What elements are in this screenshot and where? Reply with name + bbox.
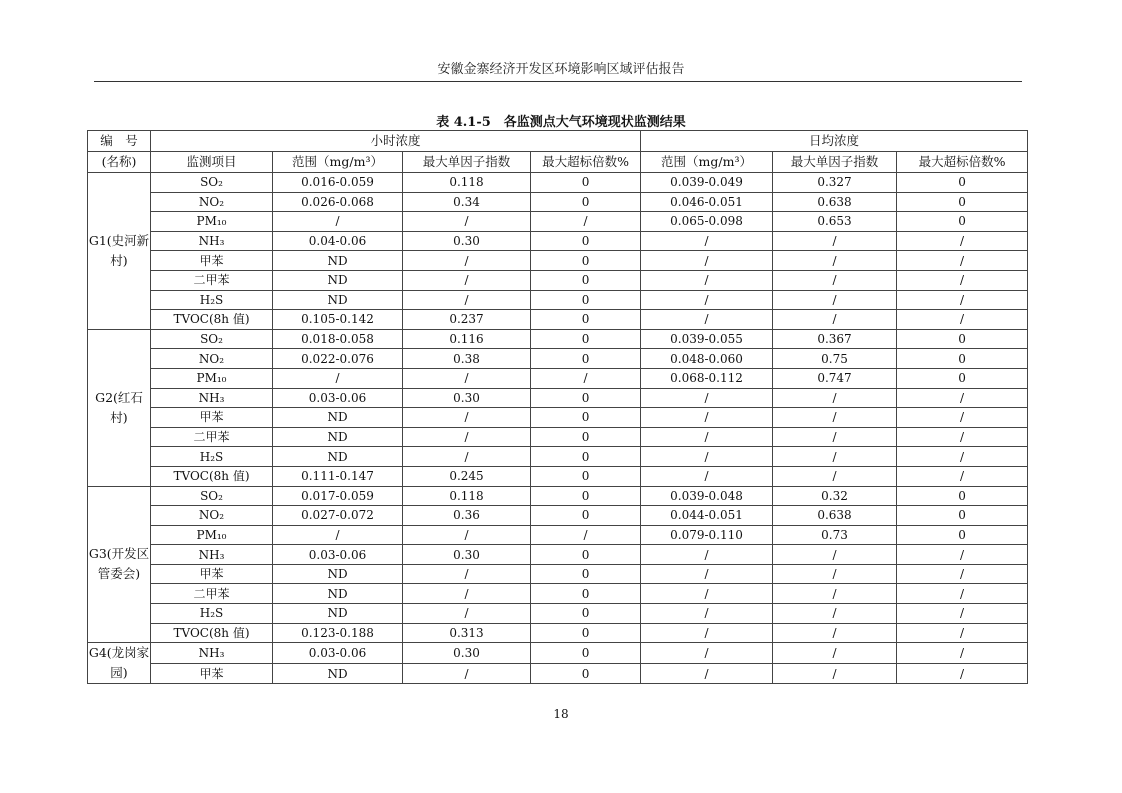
daily-range-cell: / bbox=[641, 310, 773, 330]
daily-max-exceed-cell: 0 bbox=[897, 329, 1028, 349]
daily-max-exceed-cell: 0 bbox=[897, 173, 1028, 193]
daily-max-index-cell: 0.747 bbox=[773, 368, 897, 388]
daily-max-exceed-cell: / bbox=[897, 623, 1028, 643]
table-header-row-1 bbox=[88, 131, 1028, 152]
hourly-max-index-cell: / bbox=[403, 564, 531, 584]
table-row bbox=[88, 290, 1028, 310]
monitoring-item-cell: 二甲苯 bbox=[151, 427, 273, 447]
table-row bbox=[88, 623, 1028, 643]
header-hourly: 小时浓度 bbox=[151, 131, 641, 152]
daily-range-cell: 0.039-0.055 bbox=[641, 329, 773, 349]
monitoring-item-cell: 二甲苯 bbox=[151, 584, 273, 604]
daily-range-cell: / bbox=[641, 427, 773, 447]
hourly-max-index-cell: 0.34 bbox=[403, 192, 531, 212]
hourly-max-exceed-cell: / bbox=[531, 368, 641, 388]
daily-max-exceed-cell: / bbox=[897, 663, 1028, 684]
daily-range-cell: / bbox=[641, 564, 773, 584]
site-name: G4(龙岗家园) bbox=[88, 643, 151, 684]
hourly-range-cell: 0.105-0.142 bbox=[273, 310, 403, 330]
hourly-range-cell: ND bbox=[273, 251, 403, 271]
hourly-max-exceed-cell: 0 bbox=[531, 447, 641, 467]
daily-range-cell: / bbox=[641, 270, 773, 290]
monitoring-item-cell: SO₂ bbox=[151, 329, 273, 349]
monitoring-item-cell: NO₂ bbox=[151, 349, 273, 369]
daily-max-index-cell: / bbox=[773, 623, 897, 643]
daily-max-index-cell: 0.638 bbox=[773, 192, 897, 212]
table-row bbox=[88, 212, 1028, 232]
site-name: G1(史河新村) bbox=[88, 173, 151, 330]
header-daily-index: 最大单因子指数 bbox=[773, 152, 897, 173]
hourly-range-cell: 0.016-0.059 bbox=[273, 173, 403, 193]
table-row bbox=[88, 604, 1028, 624]
daily-max-index-cell: / bbox=[773, 388, 897, 408]
hourly-max-index-cell: 0.118 bbox=[403, 173, 531, 193]
hourly-max-index-cell: / bbox=[403, 408, 531, 428]
hourly-max-exceed-cell: 0 bbox=[531, 270, 641, 290]
table-row bbox=[88, 525, 1028, 545]
daily-max-exceed-cell: 0 bbox=[897, 212, 1028, 232]
daily-max-exceed-cell: / bbox=[897, 270, 1028, 290]
site-name: G3(开发区管委会) bbox=[88, 486, 151, 643]
hourly-max-exceed-cell: / bbox=[531, 212, 641, 232]
hourly-range-cell: ND bbox=[273, 408, 403, 428]
daily-max-exceed-cell: / bbox=[897, 290, 1028, 310]
daily-max-exceed-cell: / bbox=[897, 251, 1028, 271]
daily-range-cell: 0.039-0.048 bbox=[641, 486, 773, 506]
hourly-range-cell: ND bbox=[273, 427, 403, 447]
hourly-max-exceed-cell: / bbox=[531, 525, 641, 545]
header-daily-exceed: 最大超标倍数% bbox=[897, 152, 1028, 173]
daily-range-cell: / bbox=[641, 290, 773, 310]
hourly-range-cell: ND bbox=[273, 270, 403, 290]
hourly-max-exceed-cell: 0 bbox=[531, 310, 641, 330]
header-divider bbox=[94, 81, 1022, 82]
hourly-max-index-cell: / bbox=[403, 663, 531, 684]
hourly-max-exceed-cell: 0 bbox=[531, 251, 641, 271]
daily-max-index-cell: / bbox=[773, 231, 897, 251]
monitoring-item-cell: 甲苯 bbox=[151, 408, 273, 428]
hourly-range-cell: 0.03-0.06 bbox=[273, 388, 403, 408]
hourly-max-index-cell: 0.313 bbox=[403, 623, 531, 643]
daily-range-cell: 0.044-0.051 bbox=[641, 506, 773, 526]
daily-max-index-cell: / bbox=[773, 584, 897, 604]
monitoring-item-cell: PM₁₀ bbox=[151, 525, 273, 545]
hourly-range-cell: ND bbox=[273, 604, 403, 624]
daily-max-exceed-cell: 0 bbox=[897, 368, 1028, 388]
daily-range-cell: / bbox=[641, 231, 773, 251]
monitoring-item-cell: H₂S bbox=[151, 604, 273, 624]
hourly-range-cell: ND bbox=[273, 564, 403, 584]
monitoring-item-cell: NO₂ bbox=[151, 192, 273, 212]
table-row bbox=[88, 192, 1028, 212]
daily-max-index-cell: / bbox=[773, 604, 897, 624]
daily-max-exceed-cell: / bbox=[897, 447, 1028, 467]
daily-max-index-cell: / bbox=[773, 564, 897, 584]
daily-max-index-cell: 0.73 bbox=[773, 525, 897, 545]
monitoring-item-cell: 甲苯 bbox=[151, 564, 273, 584]
monitoring-item-cell: 甲苯 bbox=[151, 663, 273, 684]
monitoring-item-cell: TVOC(8h 值) bbox=[151, 466, 273, 486]
hourly-max-index-cell: 0.30 bbox=[403, 643, 531, 664]
daily-max-index-cell: / bbox=[773, 290, 897, 310]
hourly-range-cell: 0.018-0.058 bbox=[273, 329, 403, 349]
monitoring-item-cell: TVOC(8h 值) bbox=[151, 623, 273, 643]
daily-range-cell: 0.039-0.049 bbox=[641, 173, 773, 193]
hourly-max-index-cell: 0.36 bbox=[403, 506, 531, 526]
header-hourly-exceed: 最大超标倍数% bbox=[531, 152, 641, 173]
hourly-max-exceed-cell: 0 bbox=[531, 466, 641, 486]
hourly-range-cell: ND bbox=[273, 584, 403, 604]
daily-range-cell: / bbox=[641, 388, 773, 408]
table-row bbox=[88, 427, 1028, 447]
table-row bbox=[88, 251, 1028, 271]
daily-max-index-cell: / bbox=[773, 270, 897, 290]
daily-range-cell: 0.068-0.112 bbox=[641, 368, 773, 388]
daily-range-cell: 0.048-0.060 bbox=[641, 349, 773, 369]
monitoring-item-cell: NH₃ bbox=[151, 545, 273, 565]
hourly-max-exceed-cell: 0 bbox=[531, 329, 641, 349]
header-daily-range: 范围（mg/m³） bbox=[641, 152, 773, 173]
table-row bbox=[88, 329, 1028, 349]
hourly-range-cell: / bbox=[273, 212, 403, 232]
daily-range-cell: / bbox=[641, 466, 773, 486]
monitoring-item-cell: H₂S bbox=[151, 290, 273, 310]
header-code: 编 号 bbox=[88, 131, 151, 152]
daily-max-exceed-cell: / bbox=[897, 427, 1028, 447]
daily-max-index-cell: / bbox=[773, 251, 897, 271]
table-row bbox=[88, 231, 1028, 251]
hourly-range-cell: 0.026-0.068 bbox=[273, 192, 403, 212]
hourly-max-exceed-cell: 0 bbox=[531, 427, 641, 447]
hourly-max-exceed-cell: 0 bbox=[531, 584, 641, 604]
hourly-max-exceed-cell: 0 bbox=[531, 643, 641, 664]
daily-max-exceed-cell: 0 bbox=[897, 349, 1028, 369]
hourly-max-index-cell: 0.30 bbox=[403, 388, 531, 408]
daily-max-exceed-cell: / bbox=[897, 643, 1028, 664]
table-row bbox=[88, 349, 1028, 369]
table-row bbox=[88, 447, 1028, 467]
hourly-max-index-cell: / bbox=[403, 270, 531, 290]
daily-max-index-cell: / bbox=[773, 545, 897, 565]
hourly-max-index-cell: / bbox=[403, 212, 531, 232]
daily-max-index-cell: / bbox=[773, 310, 897, 330]
hourly-max-index-cell: 0.118 bbox=[403, 486, 531, 506]
daily-range-cell: / bbox=[641, 663, 773, 684]
header-item: 监测项目 bbox=[151, 152, 273, 173]
daily-range-cell: 0.079-0.110 bbox=[641, 525, 773, 545]
hourly-max-index-cell: 0.245 bbox=[403, 466, 531, 486]
hourly-max-index-cell: / bbox=[403, 427, 531, 447]
daily-max-exceed-cell: 0 bbox=[897, 192, 1028, 212]
hourly-max-exceed-cell: 0 bbox=[531, 545, 641, 565]
hourly-max-index-cell: / bbox=[403, 251, 531, 271]
hourly-range-cell: ND bbox=[273, 290, 403, 310]
table-row bbox=[88, 564, 1028, 584]
header-hourly-range: 范围（mg/m³） bbox=[273, 152, 403, 173]
hourly-max-index-cell: / bbox=[403, 604, 531, 624]
daily-max-index-cell: 0.75 bbox=[773, 349, 897, 369]
monitoring-item-cell: 甲苯 bbox=[151, 251, 273, 271]
daily-range-cell: / bbox=[641, 545, 773, 565]
hourly-max-exceed-cell: 0 bbox=[531, 486, 641, 506]
hourly-max-exceed-cell: 0 bbox=[531, 623, 641, 643]
monitoring-item-cell: TVOC(8h 值) bbox=[151, 310, 273, 330]
hourly-range-cell: 0.03-0.06 bbox=[273, 643, 403, 664]
hourly-max-index-cell: / bbox=[403, 290, 531, 310]
daily-max-index-cell: 0.327 bbox=[773, 173, 897, 193]
table-row bbox=[88, 173, 1028, 193]
page-number: 18 bbox=[553, 707, 569, 721]
daily-range-cell: 0.065-0.098 bbox=[641, 212, 773, 232]
table-row bbox=[88, 584, 1028, 604]
daily-max-exceed-cell: / bbox=[897, 408, 1028, 428]
monitoring-item-cell: H₂S bbox=[151, 447, 273, 467]
monitoring-item-cell: NH₃ bbox=[151, 643, 273, 664]
monitoring-item-cell: SO₂ bbox=[151, 173, 273, 193]
daily-max-index-cell: / bbox=[773, 643, 897, 664]
hourly-max-index-cell: / bbox=[403, 368, 531, 388]
hourly-range-cell: 0.111-0.147 bbox=[273, 466, 403, 486]
table-row bbox=[88, 545, 1028, 565]
hourly-max-exceed-cell: 0 bbox=[531, 349, 641, 369]
daily-max-exceed-cell: / bbox=[897, 231, 1028, 251]
daily-range-cell: / bbox=[641, 623, 773, 643]
table-row bbox=[88, 663, 1028, 684]
daily-max-exceed-cell: / bbox=[897, 545, 1028, 565]
hourly-range-cell: 0.027-0.072 bbox=[273, 506, 403, 526]
hourly-max-exceed-cell: 0 bbox=[531, 604, 641, 624]
monitoring-item-cell: 二甲苯 bbox=[151, 270, 273, 290]
hourly-max-index-cell: 0.237 bbox=[403, 310, 531, 330]
daily-max-exceed-cell: / bbox=[897, 310, 1028, 330]
daily-range-cell: / bbox=[641, 251, 773, 271]
daily-max-index-cell: 0.32 bbox=[773, 486, 897, 506]
hourly-range-cell: ND bbox=[273, 663, 403, 684]
hourly-max-index-cell: / bbox=[403, 584, 531, 604]
daily-max-index-cell: 0.367 bbox=[773, 329, 897, 349]
daily-max-exceed-cell: 0 bbox=[897, 506, 1028, 526]
daily-range-cell: / bbox=[641, 584, 773, 604]
table-header-row-2 bbox=[88, 152, 1028, 173]
daily-range-cell: 0.046-0.051 bbox=[641, 192, 773, 212]
document-header-title: 安徽金寨经济开发区环境影响区域评估报告 bbox=[437, 62, 685, 77]
monitoring-item-cell: PM₁₀ bbox=[151, 368, 273, 388]
table-row bbox=[88, 310, 1028, 330]
daily-max-exceed-cell: / bbox=[897, 604, 1028, 624]
hourly-range-cell: ND bbox=[273, 447, 403, 467]
daily-max-index-cell: / bbox=[773, 466, 897, 486]
table-row bbox=[88, 270, 1028, 290]
hourly-max-exceed-cell: 0 bbox=[531, 231, 641, 251]
hourly-range-cell: 0.04-0.06 bbox=[273, 231, 403, 251]
hourly-range-cell: 0.017-0.059 bbox=[273, 486, 403, 506]
daily-max-index-cell: 0.638 bbox=[773, 506, 897, 526]
daily-range-cell: / bbox=[641, 408, 773, 428]
hourly-max-exceed-cell: 0 bbox=[531, 173, 641, 193]
table-row bbox=[88, 408, 1028, 428]
header-name: (名称) bbox=[88, 152, 151, 173]
daily-range-cell: / bbox=[641, 447, 773, 467]
monitoring-item-cell: PM₁₀ bbox=[151, 212, 273, 232]
hourly-max-index-cell: 0.38 bbox=[403, 349, 531, 369]
daily-max-index-cell: / bbox=[773, 663, 897, 684]
daily-max-exceed-cell: / bbox=[897, 584, 1028, 604]
monitoring-item-cell: NH₃ bbox=[151, 388, 273, 408]
monitoring-item-cell: NH₃ bbox=[151, 231, 273, 251]
hourly-max-index-cell: 0.30 bbox=[403, 231, 531, 251]
table-row bbox=[88, 486, 1028, 506]
header-hourly-index: 最大单因子指数 bbox=[403, 152, 531, 173]
daily-max-exceed-cell: 0 bbox=[897, 525, 1028, 545]
table-row bbox=[88, 643, 1028, 664]
hourly-range-cell: 0.03-0.06 bbox=[273, 545, 403, 565]
daily-max-index-cell: / bbox=[773, 447, 897, 467]
daily-max-exceed-cell: 0 bbox=[897, 486, 1028, 506]
daily-max-index-cell: / bbox=[773, 427, 897, 447]
table-row bbox=[88, 466, 1028, 486]
daily-max-index-cell: 0.653 bbox=[773, 212, 897, 232]
monitoring-item-cell: SO₂ bbox=[151, 486, 273, 506]
table-row bbox=[88, 506, 1028, 526]
hourly-max-index-cell: 0.30 bbox=[403, 545, 531, 565]
hourly-max-exceed-cell: 0 bbox=[531, 388, 641, 408]
daily-max-index-cell: / bbox=[773, 408, 897, 428]
table-row bbox=[88, 388, 1028, 408]
daily-max-exceed-cell: / bbox=[897, 564, 1028, 584]
hourly-range-cell: / bbox=[273, 525, 403, 545]
daily-range-cell: / bbox=[641, 643, 773, 664]
site-name: G2(红石村) bbox=[88, 329, 151, 486]
hourly-max-exceed-cell: 0 bbox=[531, 192, 641, 212]
hourly-max-exceed-cell: 0 bbox=[531, 506, 641, 526]
hourly-max-index-cell: / bbox=[403, 447, 531, 467]
table-caption: 表 4.1-5 各监测点大气环境现状监测结果 bbox=[436, 115, 686, 130]
daily-range-cell: / bbox=[641, 604, 773, 624]
daily-max-exceed-cell: / bbox=[897, 388, 1028, 408]
monitoring-results-table bbox=[87, 130, 1028, 684]
hourly-max-exceed-cell: 0 bbox=[531, 290, 641, 310]
hourly-max-index-cell: 0.116 bbox=[403, 329, 531, 349]
hourly-max-index-cell: / bbox=[403, 525, 531, 545]
hourly-max-exceed-cell: 0 bbox=[531, 408, 641, 428]
hourly-range-cell: / bbox=[273, 368, 403, 388]
table-row bbox=[88, 368, 1028, 388]
header-daily: 日均浓度 bbox=[641, 131, 1028, 152]
table-body bbox=[88, 131, 1028, 684]
hourly-range-cell: 0.022-0.076 bbox=[273, 349, 403, 369]
daily-max-exceed-cell: / bbox=[897, 466, 1028, 486]
hourly-max-exceed-cell: 0 bbox=[531, 564, 641, 584]
hourly-range-cell: 0.123-0.188 bbox=[273, 623, 403, 643]
monitoring-item-cell: NO₂ bbox=[151, 506, 273, 526]
hourly-max-exceed-cell: 0 bbox=[531, 663, 641, 684]
